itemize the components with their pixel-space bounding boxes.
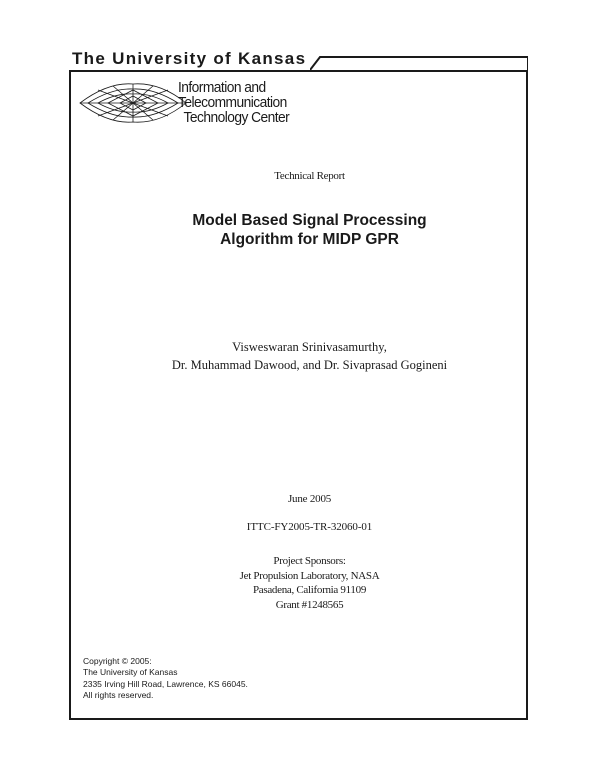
copyright-line-2: The University of Kansas	[83, 667, 178, 678]
copyright-notice	[83, 656, 248, 701]
report-authors	[69, 338, 550, 374]
logo-line-1: Information and	[178, 79, 266, 96]
authors-line-1: Visweswaran Srinivasamurthy,	[232, 340, 387, 354]
copyright-line-3: 2335 Irving Hill Road, Lawrence, KS 66045.	[83, 678, 248, 689]
sponsors-heading: Project Sponsors:	[273, 555, 346, 567]
report-title-line-1: Model Based Signal Processing	[192, 212, 427, 229]
copyright-line-1: Copyright © 2005:	[83, 656, 152, 666]
report-title	[69, 211, 550, 249]
authors-line-2: Dr. Muhammad Dawood, and Dr. Sivaprasad Gogineni	[171, 358, 448, 372]
sponsors-line-3: Grant #1248565	[275, 598, 344, 611]
project-sponsors	[69, 554, 550, 612]
header-tab-decoration	[310, 56, 528, 70]
copyright-line-4: All rights reserved.	[83, 689, 154, 700]
logo-line-3: Technology Center	[183, 109, 290, 126]
logo-wordmark	[178, 80, 289, 125]
lattice-diamond-logo-icon	[78, 80, 188, 126]
logo-line-2: Telecommunication	[178, 94, 287, 111]
sponsors-line-2: Pasadena, California 91109	[252, 584, 367, 596]
page-frame	[69, 70, 528, 720]
university-name: The University of Kansas	[72, 49, 307, 68]
report-type: Technical Report	[274, 170, 345, 182]
report-date: June 2005	[287, 493, 332, 505]
sponsors-line-1: Jet Propulsion Laboratory, NASA	[239, 569, 380, 582]
report-title-line-2: Algorithm for MIDP GPR	[220, 231, 399, 248]
report-number: ITTC-FY2005-TR-32060-01	[246, 521, 373, 533]
